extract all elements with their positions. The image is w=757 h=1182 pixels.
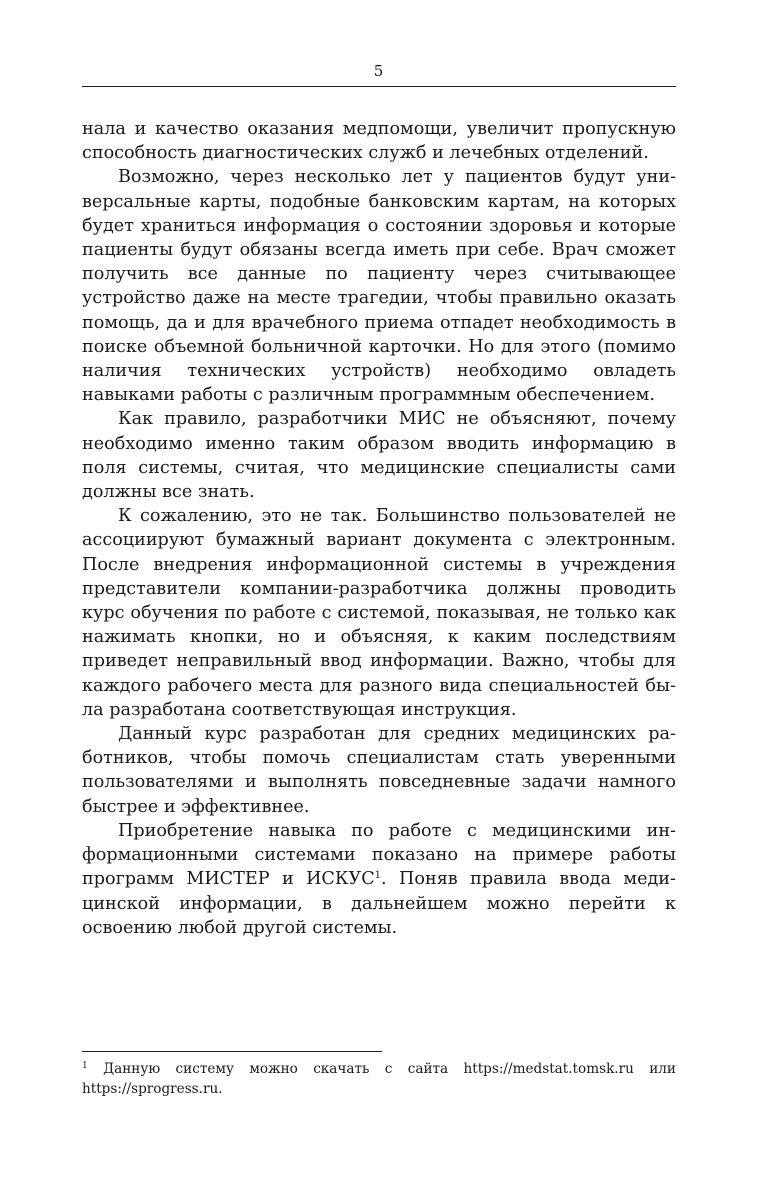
body-text bbox=[82, 117, 676, 940]
paragraph-3: Как правило, разработчики МИС не объясняют, почему необходимо именно таким образом вводить информацию в поля системы, считая, что медицинские специалисты сами должны все знать. bbox=[82, 409, 676, 503]
paragraph-4: К сожалению, это не так. Большинство пользователей не ассоциируют бумажный вариант документа с электронным. После внедрения информационной системы в учреждения представители компании-разработчика должны проводить курс обучения по работе с системой, показывая, не только как нажимать кнопки, но и объясняя, к каким последствиям приведет неправильный ввод информации. Важно, чтобы для каждого рабочего места для разного вида специальностей была разработана соответствующая инструкция. bbox=[82, 506, 676, 720]
footnote-text: Данную систему можно скачать с сайта https://medstat.tomsk.ru или https://sprogress.ru. bbox=[82, 1061, 676, 1097]
footnote bbox=[82, 1059, 676, 1099]
footnote-mark: 1 bbox=[82, 1061, 88, 1071]
paragraph-6-text-end: . Поняв правила ввода медицинской информации, в дальнейшем можно перейти к освоению любой другой системы. bbox=[82, 869, 676, 938]
header-rule bbox=[82, 86, 676, 87]
page-number: 5 bbox=[373, 62, 384, 80]
paragraph-6-text-start: Приобретение навыка по работе с медицинскими информационными системами показано на примере работы программ МИСТЕР и ИСКУС bbox=[82, 820, 676, 890]
footnote-rule bbox=[82, 1051, 382, 1052]
paragraph-1: нала и качество оказания медпомощи, увеличит пропускную способность диагностических служб и лечебных отделений. bbox=[82, 119, 676, 164]
paragraph-6 bbox=[82, 819, 676, 940]
footnote-reference-mark: 1 bbox=[374, 870, 382, 882]
paragraph-2: Возможно, через несколько лет у пациентов будут универсальные карты, подобные банковским картам, на которых будет храниться информация о состоянии здоровья и которые пациенты будут обязаны всегда иметь при себе. Врач сможет получить все данные по пациенту через считывающее устройство даже на месте трагедии, чтобы правильно оказать помощь, да и для врачебного приема отпадет необходимость в поиске объемной больничной карточки. Но для этого (помимо наличия технических устройств) необходимо овладеть навыками работы с различным программным обеспечением. bbox=[82, 167, 676, 406]
paragraph-5: Данный курс разработан для средних медицинских работников, чтобы помочь специалистам стать уверенными пользователями и выполнять повседневные задачи намного быстрее и эффективнее. bbox=[82, 724, 676, 817]
